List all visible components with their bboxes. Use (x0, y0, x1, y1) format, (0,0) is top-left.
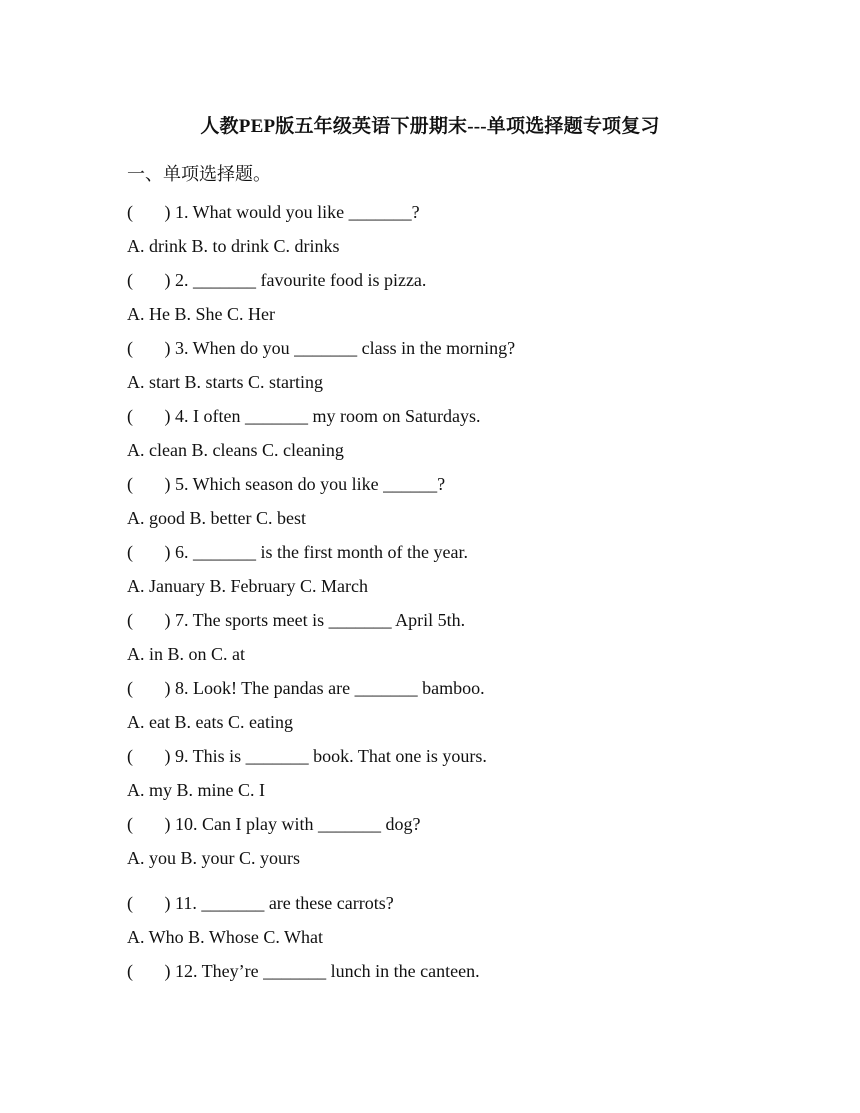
question-stem-1: ( ) 1. What would you like _______? (127, 202, 420, 222)
question-stem-3: ( ) 3. When do you _______ class in the morning? (127, 338, 516, 358)
question-stem-12: ( ) 12. They’re _______ lunch in the canteen. (127, 961, 480, 981)
section-heading: 一、单项选择题。 (127, 164, 271, 184)
question-stem-5: ( ) 5. Which season do you like ______? (127, 474, 446, 494)
question-options-3: A. start B. starts C. starting (127, 372, 323, 392)
question-options-8: A. eat B. eats C. eating (127, 712, 293, 732)
question-stem-6: ( ) 6. _______ is the first month of the year. (127, 542, 468, 562)
question-options-4: A. clean B. cleans C. cleaning (127, 440, 344, 460)
question-stem-2: ( ) 2. _______ favourite food is pizza. (127, 270, 427, 290)
question-options-10: A. you B. your C. yours (127, 848, 301, 868)
question-options-9: A. my B. mine C. I (127, 780, 265, 800)
question-options-1: A. drink B. to drink C. drinks (127, 236, 340, 256)
question-stem-8: ( ) 8. Look! The pandas are _______ bamboo. (127, 678, 485, 698)
question-options-5: A. good B. better C. best (127, 508, 306, 528)
question-options-11: A. Who B. Whose C. What (127, 927, 323, 947)
question-stem-4: ( ) 4. I often _______ my room on Saturdays. (127, 406, 481, 426)
question-stem-10: ( ) 10. Can I play with _______ dog? (127, 814, 421, 834)
page-title: 人教PEP版五年级英语下册期末---单项选择题专项复习 (200, 116, 660, 137)
question-stem-7: ( ) 7. The sports meet is _______ April 5th. (127, 610, 466, 630)
question-stem-11: ( ) 11. _______ are these carrots? (127, 893, 394, 913)
question-options-2: A. He B. She C. Her (127, 304, 275, 324)
question-stem-9: ( ) 9. This is _______ book. That one is yours. (127, 746, 487, 766)
question-options-6: A. January B. February C. March (127, 576, 368, 596)
question-options-7: A. in B. on C. at (127, 644, 246, 664)
